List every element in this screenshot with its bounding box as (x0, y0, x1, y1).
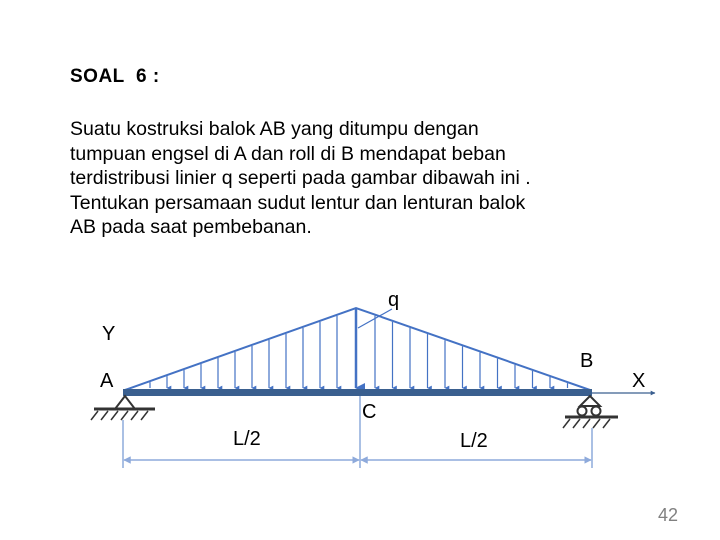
problem-line-2: tumpuan engsel di A dan roll di B mendapat beban (70, 142, 506, 165)
problem-line-3: terdistribusi linier q seperti pada gambar dibawah ini . (70, 167, 531, 189)
problem-line-4: Tentukan persamaan sudut lentur dan lenturan balok (70, 191, 526, 214)
load-arrows (150, 308, 568, 388)
label-point-b: B (580, 350, 594, 372)
label-point-c: C (362, 401, 377, 423)
label-x-axis: X (632, 370, 646, 392)
label-point-a: A (100, 370, 114, 392)
label-right-span: L/2 (460, 430, 488, 452)
beam-ab (123, 389, 592, 396)
page-number: 42 (657, 505, 678, 525)
roller-support-b (563, 396, 618, 428)
triangular-load (125, 308, 590, 390)
problem-title: SOAL 6 : (70, 66, 160, 87)
label-q: q (388, 289, 400, 311)
problem-line-5: AB pada saat pembebanan. (70, 216, 312, 238)
label-left-span: L/2 (233, 428, 261, 450)
label-y-axis: Y (102, 323, 116, 345)
pin-support-a (91, 396, 155, 420)
problem-line-1: Suatu kostruksi balok AB yang ditumpu dengan (70, 118, 479, 140)
